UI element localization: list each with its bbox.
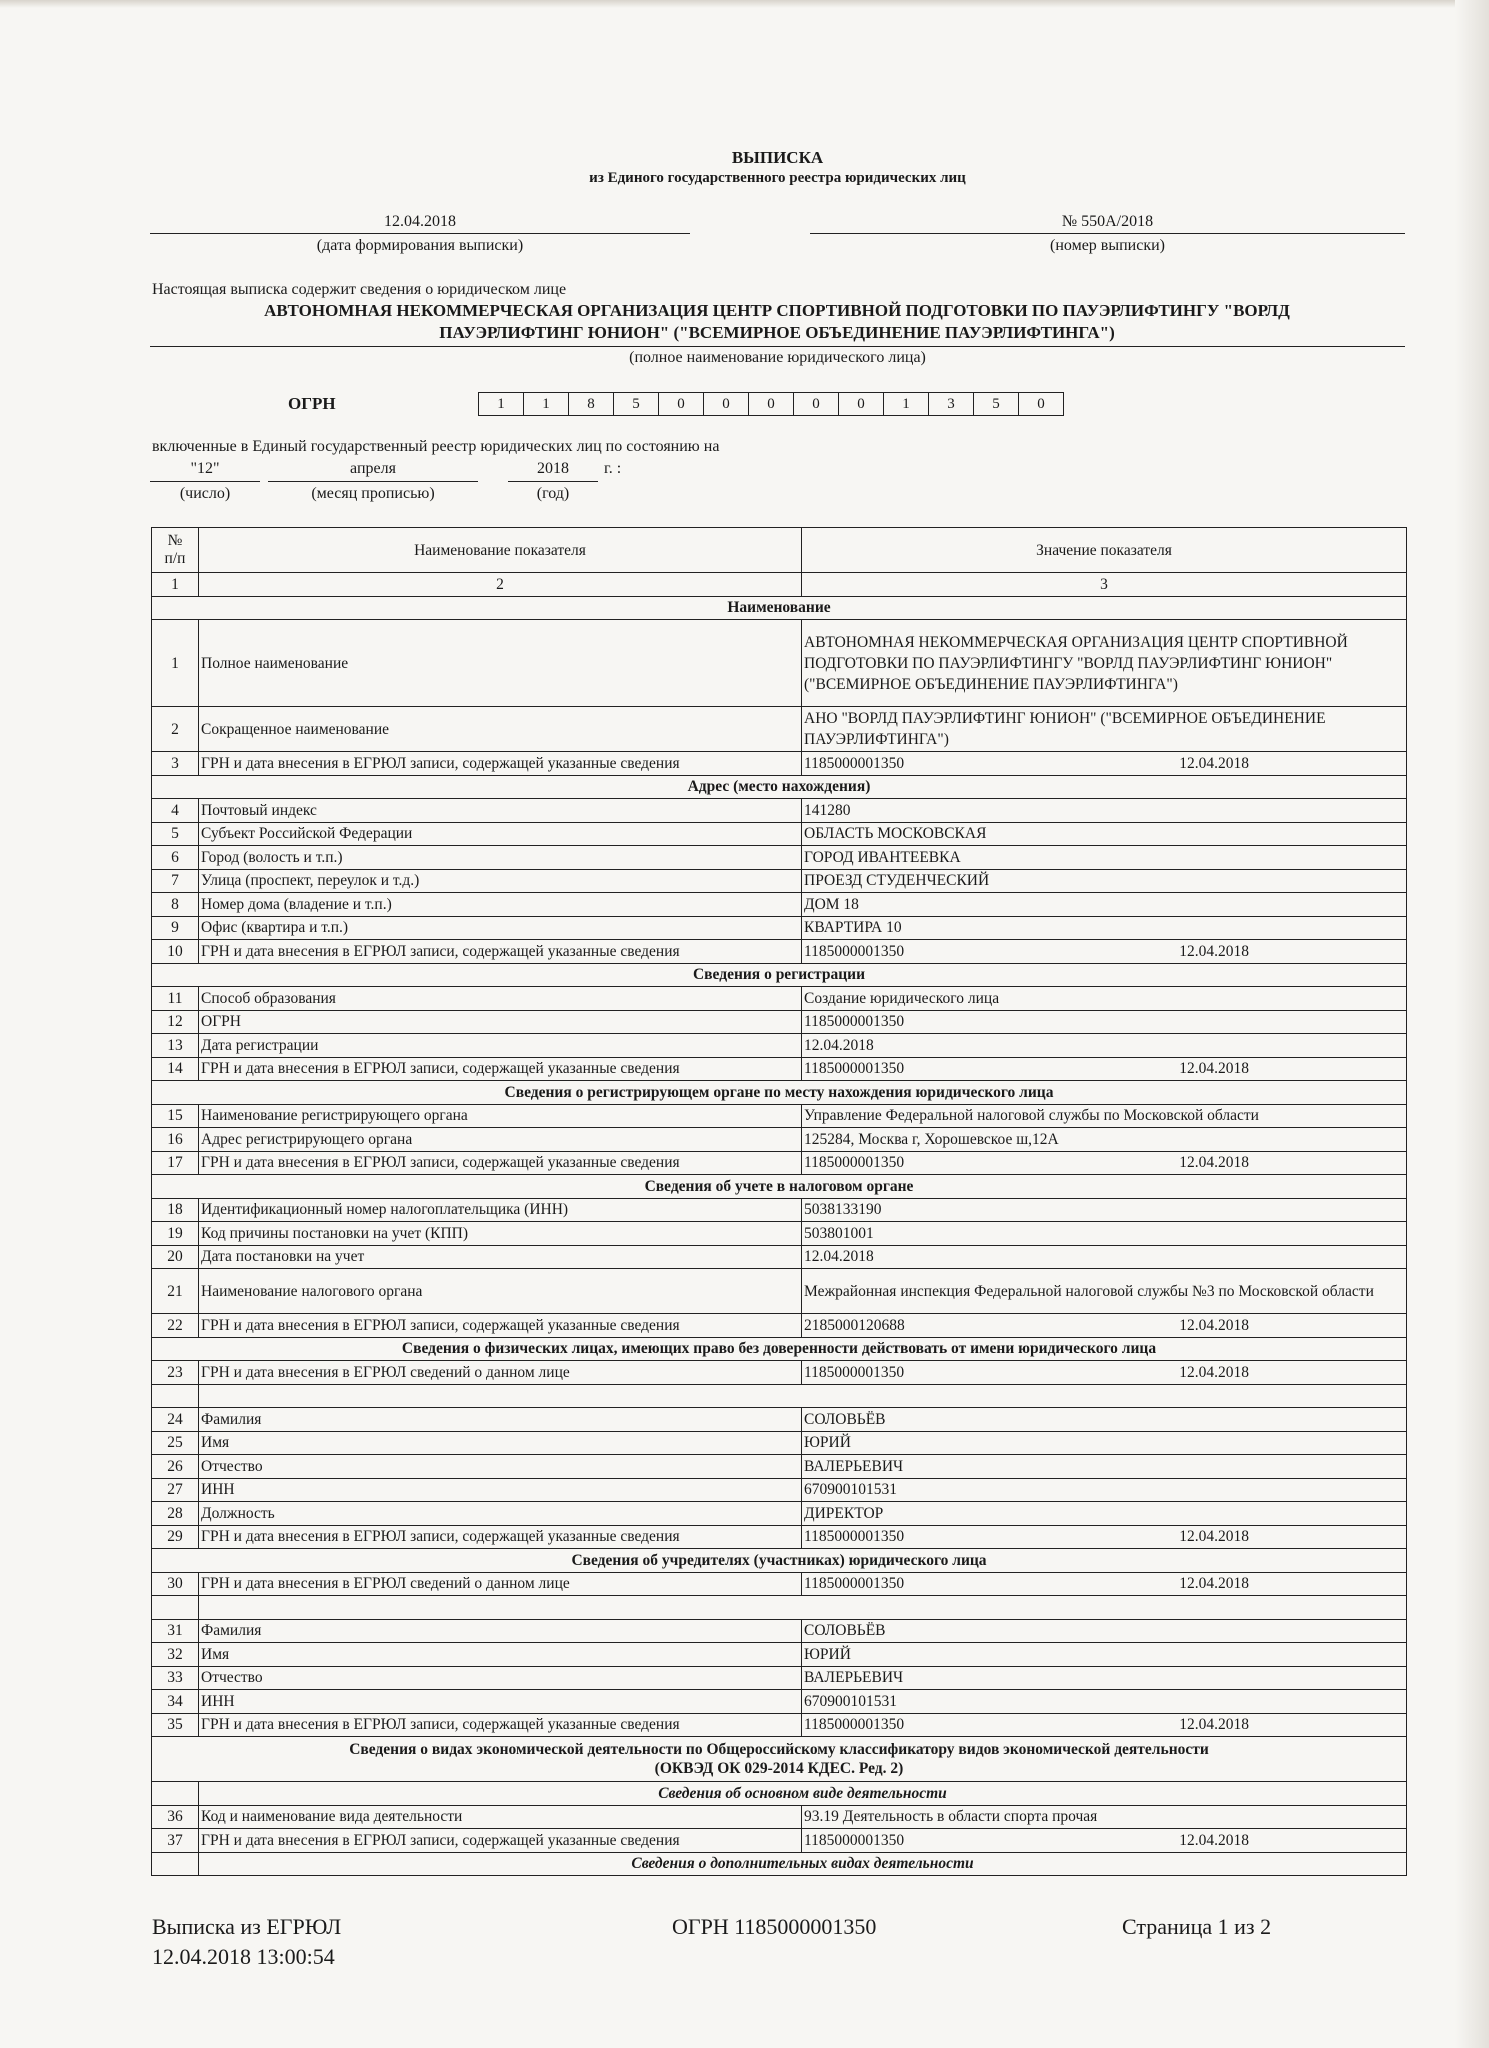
empty-cell <box>152 1782 199 1806</box>
table-row <box>152 1222 1407 1246</box>
empty-cell <box>199 1596 1407 1620</box>
row-number: 11 <box>152 987 199 1011</box>
table-row <box>152 1666 1407 1690</box>
extract-number: № 550А/2018 <box>1061 213 1154 230</box>
row-number: 17 <box>152 1151 199 1175</box>
grn-number: 1185000001350 <box>804 1528 905 1546</box>
extract-date-caption: (дата формирования выписки) <box>316 237 524 254</box>
row-number: 20 <box>152 1245 199 1269</box>
row-number: 34 <box>152 1690 199 1714</box>
table-row <box>152 1690 1407 1714</box>
table-row <box>152 1314 1407 1338</box>
table-row <box>152 1034 1407 1058</box>
date-month: апреля <box>350 460 396 477</box>
indicator-value: ГОРОД ИВАНТЕЕВКА <box>802 846 1407 870</box>
indicator-value: 503801001 <box>802 1222 1407 1246</box>
indicator-name: Имя <box>199 1431 802 1455</box>
ogrn-digit-boxes <box>478 392 1064 416</box>
indicator-value: ВАЛЕРЬЕВИЧ <box>802 1666 1407 1690</box>
table-row <box>152 916 1407 940</box>
ogrn-digit: 8 <box>569 393 614 415</box>
indicator-value: 93.19 Деятельность в области спорта прочая <box>802 1805 1407 1829</box>
indicator-value: СОЛОВЬЁВ <box>802 1408 1407 1432</box>
indicator-value <box>802 1572 1407 1596</box>
indicator-value: Управление Федеральной налоговой службы по Московской области <box>802 1104 1407 1128</box>
indicator-value: 12.04.2018 <box>802 1034 1407 1058</box>
ogrn-digit: 5 <box>974 393 1019 415</box>
row-number: 19 <box>152 1222 199 1246</box>
underline <box>150 346 1405 347</box>
ogrn-digit: 1 <box>884 393 929 415</box>
row-number: 21 <box>152 1269 199 1314</box>
indicator-name: Отчество <box>199 1666 802 1690</box>
table-row <box>152 752 1407 776</box>
row-number: 26 <box>152 1455 199 1479</box>
colnum: 2 <box>199 573 802 597</box>
grn-number: 1185000001350 <box>804 1575 905 1593</box>
row-number: 5 <box>152 822 199 846</box>
grn-date: 12.04.2018 <box>1179 1363 1249 1381</box>
grn-number: 1185000001350 <box>804 1716 905 1734</box>
header-no: № п/п <box>152 528 199 573</box>
underline <box>268 481 478 482</box>
row-number: 9 <box>152 916 199 940</box>
table-row <box>152 1245 1407 1269</box>
org-full-name <box>152 300 1402 344</box>
year-suffix: г. : <box>604 460 622 477</box>
grn-date: 12.04.2018 <box>1179 1060 1249 1078</box>
indicator-value <box>802 940 1407 964</box>
footer-left-line1: Выписка из ЕГРЮЛ <box>152 1914 342 1939</box>
underline <box>150 481 260 482</box>
egrul-table <box>151 527 1407 1876</box>
row-number: 25 <box>152 1431 199 1455</box>
subsection-header-row <box>152 1852 1407 1876</box>
indicator-value: ДИРЕКТОР <box>802 1502 1407 1526</box>
table-row <box>152 1713 1407 1737</box>
table-row <box>152 1104 1407 1128</box>
row-number: 36 <box>152 1805 199 1829</box>
table-row <box>152 1619 1407 1643</box>
table-row <box>152 987 1407 1011</box>
org-name-caption: (полное наименование юридического лица) <box>629 349 926 366</box>
indicator-name: ГРН и дата внесения в ЕГРЮЛ записи, содержащей указанные сведения <box>199 1057 802 1081</box>
indicator-value <box>802 1057 1407 1081</box>
table-row <box>152 893 1407 917</box>
row-number: 3 <box>152 752 199 776</box>
row-number: 2 <box>152 707 199 752</box>
ogrn-digit: 0 <box>704 393 749 415</box>
table-row <box>152 1010 1407 1034</box>
indicator-value: 670900101531 <box>802 1478 1407 1502</box>
indicator-name: ГРН и дата внесения в ЕГРЮЛ записи, содержащей указанные сведения <box>199 1151 802 1175</box>
table-row <box>152 1431 1407 1455</box>
section-header-row <box>152 963 1407 987</box>
table-row <box>152 1805 1407 1829</box>
indicator-name: ГРН и дата внесения в ЕГРЮЛ записи, содержащей указанные сведения <box>199 1525 802 1549</box>
colnum: 3 <box>802 573 1407 597</box>
table-header-row <box>152 528 1407 573</box>
row-number: 35 <box>152 1713 199 1737</box>
table-row <box>152 1269 1407 1314</box>
ogrn-digit: 0 <box>749 393 794 415</box>
colnum: 1 <box>152 573 199 597</box>
table-row <box>152 869 1407 893</box>
day-caption: (число) <box>179 485 231 502</box>
indicator-value <box>802 1314 1407 1338</box>
section-header-row <box>152 1337 1407 1361</box>
ogrn-digit: 1 <box>479 393 524 415</box>
row-number: 27 <box>152 1478 199 1502</box>
year-caption: (год) <box>536 485 570 502</box>
header-value: Значение показателя <box>802 528 1407 573</box>
indicator-value: 1185000001350 <box>802 1010 1407 1034</box>
table-row <box>152 1572 1407 1596</box>
underline <box>810 233 1405 234</box>
indicator-value: СОЛОВЬЁВ <box>802 1619 1407 1643</box>
table-row <box>152 1643 1407 1667</box>
row-number: 33 <box>152 1666 199 1690</box>
section-header-row <box>152 1081 1407 1105</box>
indicator-name: ОГРН <box>199 1010 802 1034</box>
grn-number: 1185000001350 <box>804 1154 905 1172</box>
indicator-name: Почтовый индекс <box>199 799 802 823</box>
section-title: Адрес (место нахождения) <box>152 775 1407 799</box>
grn-date: 12.04.2018 <box>1179 754 1249 772</box>
indicator-name: Должность <box>199 1502 802 1526</box>
table-row <box>152 1829 1407 1853</box>
section-header-row <box>152 775 1407 799</box>
indicator-name: Улица (проспект, переулок и т.д.) <box>199 869 802 893</box>
row-number: 15 <box>152 1104 199 1128</box>
ogrn-digit: 0 <box>659 393 704 415</box>
indicator-name: Дата постановки на учет <box>199 1245 802 1269</box>
indicator-value: ВАЛЕРЬЕВИЧ <box>802 1455 1407 1479</box>
blank-row <box>152 1596 1407 1620</box>
row-number: 31 <box>152 1619 199 1643</box>
grn-date: 12.04.2018 <box>1179 1831 1249 1849</box>
indicator-value <box>802 752 1407 776</box>
empty-cell <box>152 1596 199 1620</box>
indicator-value <box>802 1525 1407 1549</box>
table-row <box>152 1128 1407 1152</box>
grn-date: 12.04.2018 <box>1179 942 1249 960</box>
org-name-line: АВТОНОМНАЯ НЕКОММЕРЧЕСКАЯ ОРГАНИЗАЦИЯ ЦЕНТР СПОРТИВНОЙ ПОДГОТОВКИ ПО ПАУЭРЛИФТИНГУ "ВОРЛД <box>264 301 1290 320</box>
indicator-name: ГРН и дата внесения в ЕГРЮЛ записи, содержащей указанные сведения <box>199 1829 802 1853</box>
indicator-name: Идентификационный номер налогоплательщика (ИНН) <box>199 1198 802 1222</box>
indicator-name: ИНН <box>199 1478 802 1502</box>
subsection-title: Сведения об основном виде деятельности <box>199 1782 1407 1806</box>
row-number: 10 <box>152 940 199 964</box>
indicator-value: Создание юридического лица <box>802 987 1407 1011</box>
grn-date: 12.04.2018 <box>1179 1528 1249 1546</box>
section-title: Сведения об учете в налоговом органе <box>152 1175 1407 1199</box>
indicator-value <box>802 1361 1407 1385</box>
indicator-value: 141280 <box>802 799 1407 823</box>
row-number: 28 <box>152 1502 199 1526</box>
indicator-value <box>802 1713 1407 1737</box>
ogrn-digit: 0 <box>1037 396 1045 412</box>
section-header-row <box>152 596 1407 620</box>
grn-date: 12.04.2018 <box>1179 1154 1249 1172</box>
empty-cell <box>152 1852 199 1876</box>
indicator-name: Наименование регистрирующего органа <box>199 1104 802 1128</box>
blank-row <box>152 1384 1407 1408</box>
document-subtitle: из Единого государственного реестра юридических лиц <box>589 170 966 186</box>
indicator-name: Фамилия <box>199 1408 802 1432</box>
indicator-name: ГРН и дата внесения в ЕГРЮЛ записи, содержащей указанные сведения <box>199 752 802 776</box>
indicator-value: ОБЛАСТЬ МОСКОВСКАЯ <box>802 822 1407 846</box>
indicator-name: Сокращенное наименование <box>199 707 802 752</box>
row-number: 12 <box>152 1010 199 1034</box>
ogrn-digit: 0 <box>794 393 839 415</box>
indicator-value: АНО "ВОРЛД ПАУЭРЛИФТИНГ ЮНИОН" ("ВСЕМИРНОЕ ОБЪЕДИНЕНИЕ ПАУЭРЛИФТИНГА") <box>802 707 1407 752</box>
section-title-line: Сведения о видах экономической деятельности по Общероссийскому классификатору видов экономической деятельности <box>349 1741 1209 1758</box>
indicator-name: Фамилия <box>199 1619 802 1643</box>
indicator-value: 125284, Москва г, Хорошевское ш,12А <box>802 1128 1407 1152</box>
section-title <box>152 1737 1407 1782</box>
grn-number: 1185000001350 <box>804 1831 905 1849</box>
table-row <box>152 1478 1407 1502</box>
indicator-value: Межрайонная инспекция Федеральной налоговой службы №3 по Московской области <box>802 1269 1407 1314</box>
indicator-name: Офис (квартира и т.п.) <box>199 916 802 940</box>
included-text: включенные в Единый государственный реестр юридических лиц по состоянию на <box>152 438 720 455</box>
grn-number: 1185000001350 <box>804 1060 905 1078</box>
indicator-value: 670900101531 <box>802 1690 1407 1714</box>
indicator-value: ДОМ 18 <box>802 893 1407 917</box>
footer-timestamp: 12.04.2018 13:00:54 <box>152 1944 335 1969</box>
ogrn-digit: 1 <box>524 393 569 415</box>
table-row <box>152 1198 1407 1222</box>
underline <box>508 481 598 482</box>
header-name: Наименование показателя <box>199 528 802 573</box>
indicator-name: ГРН и дата внесения в ЕГРЮЛ сведений о данном лице <box>199 1361 802 1385</box>
table-row <box>152 620 1407 707</box>
section-title-line: (ОКВЭД ОК 029-2014 КДЕС. Ред. 2) <box>654 1760 904 1777</box>
row-number: 4 <box>152 799 199 823</box>
row-number: 13 <box>152 1034 199 1058</box>
month-caption: (месяц прописью) <box>311 485 435 502</box>
grn-number: 1185000001350 <box>804 1363 905 1381</box>
row-number: 23 <box>152 1361 199 1385</box>
table-row <box>152 1455 1407 1479</box>
section-title: Наименование <box>152 596 1407 620</box>
indicator-value: ЮРИЙ <box>802 1431 1407 1455</box>
indicator-name: Код причины постановки на учет (КПП) <box>199 1222 802 1246</box>
date-year: 2018 <box>537 460 569 477</box>
row-number: 29 <box>152 1525 199 1549</box>
table-row <box>152 1525 1407 1549</box>
table-row <box>152 1361 1407 1385</box>
section-title: Сведения о физических лицах, имеющих право без доверенности действовать от имени юридического лица <box>152 1337 1407 1361</box>
org-name-line: ПАУЭРЛИФТИНГ ЮНИОН" ("ВСЕМИРНОЕ ОБЪЕДИНЕНИЕ ПАУЭРЛИФТИНГА") <box>439 323 1115 342</box>
indicator-name: Дата регистрации <box>199 1034 802 1058</box>
row-number: 30 <box>152 1572 199 1596</box>
section-header-row <box>152 1737 1407 1782</box>
indicator-name: Способ образования <box>199 987 802 1011</box>
table-row <box>152 799 1407 823</box>
row-number: 14 <box>152 1057 199 1081</box>
section-header-row <box>152 1175 1407 1199</box>
ogrn-label: ОГРН <box>288 394 336 413</box>
indicator-value <box>802 1151 1407 1175</box>
section-title: Сведения о регистрации <box>152 963 1407 987</box>
row-number: 16 <box>152 1128 199 1152</box>
footer-ogrn: ОГРН 1185000001350 <box>672 1914 877 1939</box>
grn-number: 1185000001350 <box>804 754 905 772</box>
subsection-header-row <box>152 1782 1407 1806</box>
row-number: 6 <box>152 846 199 870</box>
extract-number-caption: (номер выписки) <box>1049 237 1165 254</box>
ogrn-digit: 5 <box>614 393 659 415</box>
indicator-value: 12.04.2018 <box>802 1245 1407 1269</box>
table-row <box>152 940 1407 964</box>
grn-date: 12.04.2018 <box>1179 1316 1249 1334</box>
indicator-name: ГРН и дата внесения в ЕГРЮЛ записи, содержащей указанные сведения <box>199 940 802 964</box>
section-title: Сведения об учредителях (участниках) юридического лица <box>152 1549 1407 1573</box>
subsection-title: Сведения о дополнительных видах деятельности <box>199 1852 1407 1876</box>
grn-number: 2185000120688 <box>804 1316 905 1334</box>
section-header-row <box>152 1549 1407 1573</box>
indicator-name: Отчество <box>199 1455 802 1479</box>
table-row <box>152 1151 1407 1175</box>
intro-text: Настоящая выписка содержит сведения о юридическом лице <box>152 281 567 298</box>
table-row <box>152 707 1407 752</box>
extract-date: 12.04.2018 <box>384 213 456 230</box>
row-number: 32 <box>152 1643 199 1667</box>
row-number: 18 <box>152 1198 199 1222</box>
grn-number: 1185000001350 <box>804 942 905 960</box>
table-row <box>152 1502 1407 1526</box>
row-number: 8 <box>152 893 199 917</box>
page-edge <box>0 0 1489 8</box>
indicator-value: АВТОНОМНАЯ НЕКОММЕРЧЕСКАЯ ОРГАНИЗАЦИЯ ЦЕНТР СПОРТИВНОЙ ПОДГОТОВКИ ПО ПАУЭРЛИФТИНГУ "ВОРЛД ПАУЭРЛИФТИНГ ЮНИОН" ("ВСЕМИРНОЕ ОБЪЕДИНЕНИЕ ПАУЭРЛИФТИНГА") <box>802 620 1407 707</box>
document-title: ВЫПИСКА <box>731 148 824 167</box>
footer-page-number: Страница 1 из 2 <box>1122 1914 1272 1939</box>
indicator-name: Полное наименование <box>199 620 802 707</box>
grn-date: 12.04.2018 <box>1179 1575 1249 1593</box>
indicator-name: ГРН и дата внесения в ЕГРЮЛ сведений о данном лице <box>199 1572 802 1596</box>
indicator-name: Адрес регистрирующего органа <box>199 1128 802 1152</box>
indicator-name: Код и наименование вида деятельности <box>199 1805 802 1829</box>
indicator-name: Субъект Российской Федерации <box>199 822 802 846</box>
indicator-name: Город (волость и т.п.) <box>199 846 802 870</box>
indicator-value: КВАРТИРА 10 <box>802 916 1407 940</box>
row-number: 7 <box>152 869 199 893</box>
table-row <box>152 822 1407 846</box>
indicator-value: ПРОЕЗД СТУДЕНЧЕСКИЙ <box>802 869 1407 893</box>
empty-cell <box>199 1384 1407 1408</box>
row-number: 1 <box>152 620 199 707</box>
indicator-value: 5038133190 <box>802 1198 1407 1222</box>
row-number: 37 <box>152 1829 199 1853</box>
row-number: 24 <box>152 1408 199 1432</box>
table-row <box>152 1408 1407 1432</box>
section-title: Сведения о регистрирующем органе по месту нахождения юридического лица <box>152 1081 1407 1105</box>
ogrn-digit: 3 <box>929 393 974 415</box>
indicator-name: ГРН и дата внесения в ЕГРЮЛ записи, содержащей указанные сведения <box>199 1314 802 1338</box>
row-number: 22 <box>152 1314 199 1338</box>
indicator-name: ИНН <box>199 1690 802 1714</box>
indicator-value <box>802 1829 1407 1853</box>
indicator-name: ГРН и дата внесения в ЕГРЮЛ записи, содержащей указанные сведения <box>199 1713 802 1737</box>
indicator-name: Имя <box>199 1643 802 1667</box>
indicator-value: ЮРИЙ <box>802 1643 1407 1667</box>
grn-date: 12.04.2018 <box>1179 1716 1249 1734</box>
table-colnum-row <box>152 573 1407 597</box>
date-day: "12" <box>190 460 220 477</box>
indicator-name: Номер дома (владение и т.п.) <box>199 893 802 917</box>
indicator-name: Наименование налогового органа <box>199 1269 802 1314</box>
table-row <box>152 1057 1407 1081</box>
table-row <box>152 846 1407 870</box>
page-shadow <box>1455 0 1489 2048</box>
ogrn-digit: 0 <box>839 393 884 415</box>
underline <box>150 233 690 234</box>
empty-cell <box>152 1384 199 1408</box>
